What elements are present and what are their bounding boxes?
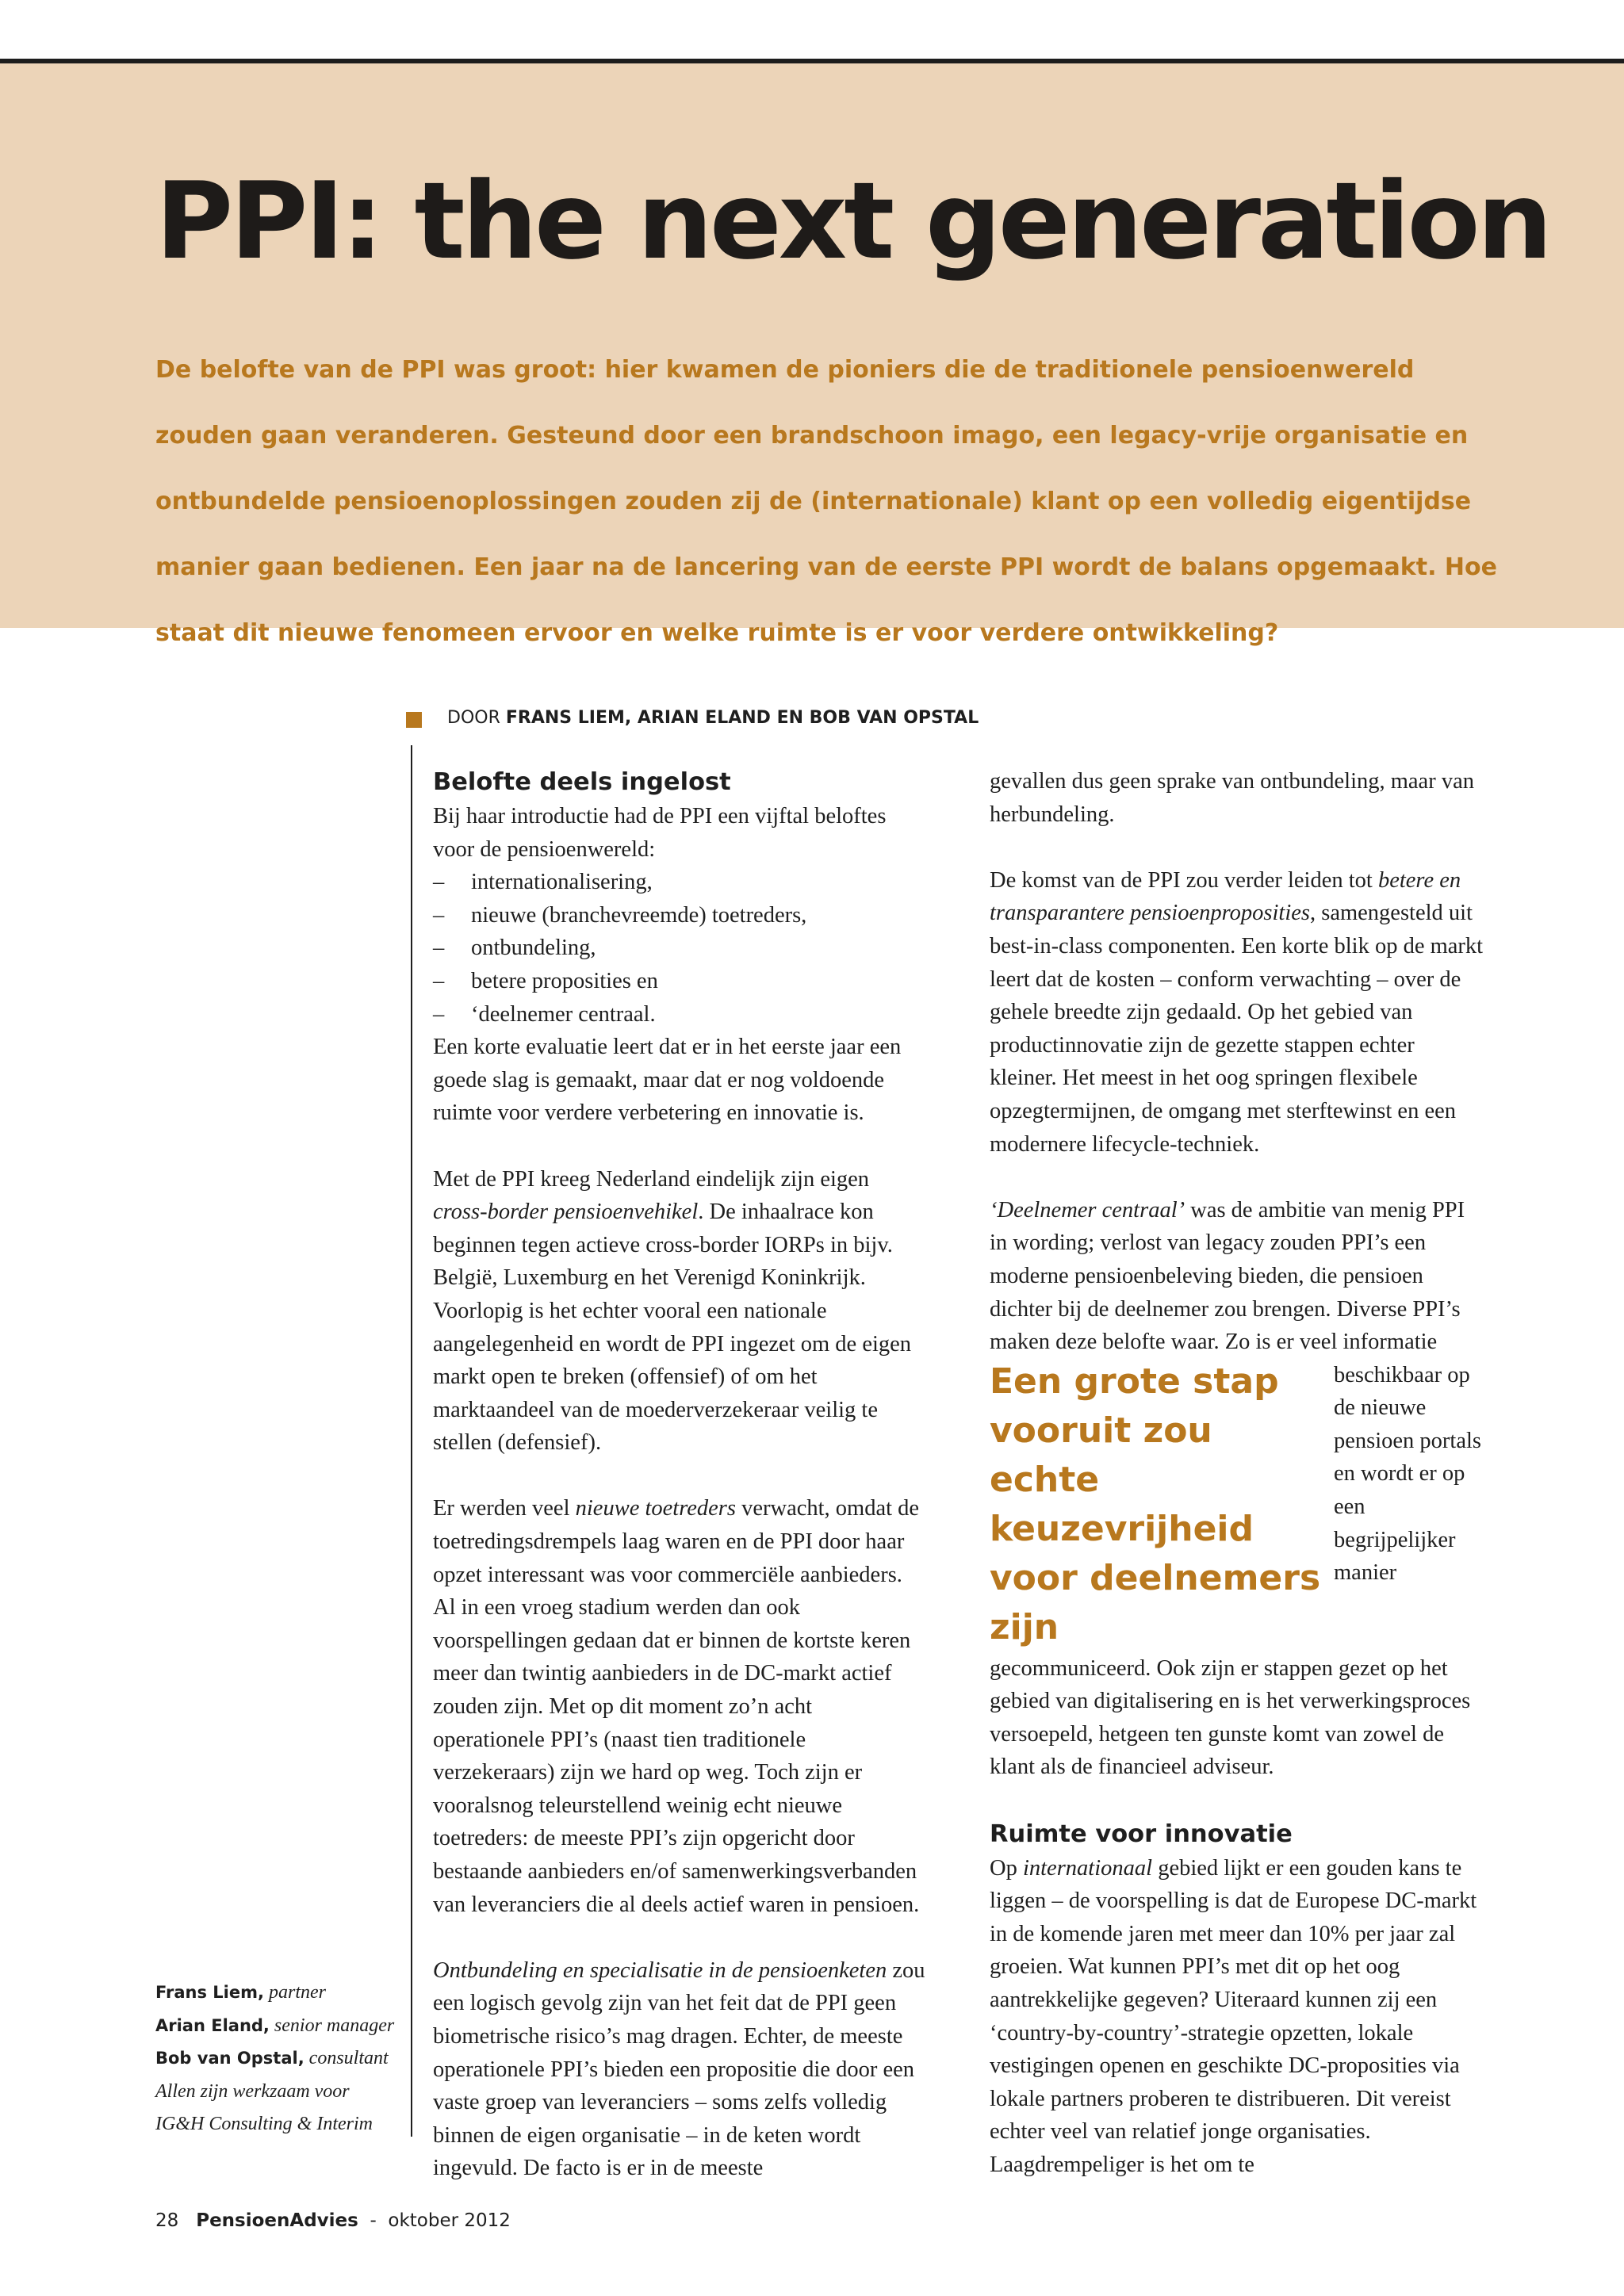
paragraph-introduction: Bij haar introductie had de PPI een vijftal beloftes voor de pensioenwereld: [433, 804, 887, 862]
article-intro: De belofte van de PPI was groot: hier kwamen de pioniers die de traditionele pensioenwereld zouden gaan veranderen. Gesteund door een brandschoon imago, een legacy-vrije organisatie en ontbundelde pensioenoplossingen zouden zij de (internationale) klant op een volledig eigentijdse manier gaan bedienen. Een jaar na de lancering van de eerste PPI wordt de balans opgemaakt. Hoe staat dit nieuwe fenomeen ervoor en welke ruimte is er voor verdere ontwikkeling? [155, 356, 1497, 647]
paragraph-international: Op internationaal gebied lijkt er een gouden kans te liggen – de voorspelling is dat de Europese DC-markt in de komende jaren met meer dan 10% per jaar zal groeien. Wat kunnen PPI’s met dit op het oog aantrekkelijke gegeven? Uiteraard kunnen zij een ‘country-by-country’-strategie opzetten, lokale vestigingen openen en geschikte DC-proposities via lokale partners proberen te distribueren. Dit vereist echter veel van relatief jonge organisaties. Laagdrempeliger is het om te [990, 1855, 1477, 2177]
page-footer [155, 2210, 511, 2231]
list-item: – internationalisering, [433, 866, 929, 899]
column-rule [411, 745, 412, 2137]
paragraph-unbundling: Ontbundeling en specialisatie in de pensioenketen zou een logisch gevolg zijn van het feit dat de PPI geen biometrische risico’s mag dragen. Echter, de meeste operationele PPI’s bieden een propositie die door een vaste groep van leveranciers – soms zelfs volledig binnen de eigen organisatie – in de keten wordt ingevuld. De facto is er in de meeste [433, 1957, 925, 2181]
author-credits [155, 1976, 401, 2141]
paragraph-new-entrants: Er werden veel nieuwe toetreders verwacht, omdat de toetredingsdrempels laag waren en de PPI door haar opzet interessant was voor commerciële aanbieders. Al in een vroeg stadium werden dan ook voorspellingen gedaan dat er binnen de kortste keren meer dan twintig aanbieders in de DC-markt actief zouden zijn. Met op dit moment zo’n acht operationele PPI’s (naast tien traditionele verzekeraars) zijn we hard op weg. Toch zijn er vooralsnog teleurstellend weinig echt nieuwe toetreders: de meeste PPI’s zijn opgericht door bestaande aanbieders en/of samenwerkingsverbanden van leveranciers die al deels actief waren in pensioen. [433, 1496, 920, 1917]
author-line: Arian Eland, senior manager [155, 2015, 395, 2036]
section-heading-belofte: Belofte deels ingelost [433, 768, 731, 796]
byline-prefix: DOOR [447, 708, 500, 728]
author-note: IG&H Consulting & Interim [155, 2114, 373, 2135]
pull-quote: Een grote stap vooruit zou echte keuzevrijheid voor deelnemers zijn [990, 1360, 1321, 1647]
paragraph-rebundling: gevallen dus geen sprake van ontbundeling, maar van herbundeling. [990, 769, 1474, 827]
paragraph-cross-border: Met de PPI kreeg Nederland eindelijk zijn eigen cross-border pensioenvehikel. De inhaalrace kon beginnen tegen actieve cross-border IORPs in bijv. België, Luxemburg en het Verenigd Koninkrijk. Voorlopig is het echter vooral een nationale aangelegenheid en wordt de PPI ingezet om de eigen markt open te breken (offensief) of om het marktaandeel van de moederverzekeraar veilig te stellen (defensief). [433, 1166, 912, 1456]
byline-marker [406, 712, 422, 728]
promises-list [433, 866, 929, 1031]
issue-date: oktober 2012 [388, 2210, 511, 2231]
page-number: 28 [155, 2210, 179, 2231]
byline-authors: FRANS LIEM, ARIAN ELAND EN BOB VAN OPSTAL [505, 708, 979, 728]
right-column [990, 765, 1485, 2182]
paragraph-better-propositions: De komst van de PPI zou verder leiden tot betere en transparantere pensioenproposities, samengesteld uit best-in-class componenten. Een korte blik op de markt leert dat de kosten – conform verwachting – over de gehele breedte zijn gedaald. Op het gebied van productinnovatie zijn de gezette stappen echter kleiner. Het meest in het oog springen flexibele opzegtermijnen, de omgang met sterftewinst en een modernere lifecycle-techniek. [990, 867, 1484, 1157]
section-heading-ruimte: Ruimte voor innovatie [990, 1820, 1293, 1848]
author-line: Bob van Opstal, consultant [155, 2048, 389, 2069]
paragraph-participant-central: ‘Deelnemer centraal’ was de ambitie van menig PPI in wording; verlost van legacy zouden PPI’s een moderne pensioenbeleving bieden, die pensioen dichter bij de deelnemer zou brengen. Diverse PPI’s maken deze belofte waar. Een grote stap vooruit zou echte keuzevrijheid voor deelnemers zijn Zo is er veel informatie beschikbaar op de nieuwe pensioen portals en wordt er op een begrijpelijker manier gecommuniceerd. Ook zijn er stappen gezet op het gebied van digitalisering en is het verwerkingsproces versoepeld, hetgeen ten gunste komt van zowel de klant als de financieel adviseur. [990, 1197, 1482, 1780]
left-column [433, 765, 929, 2185]
list-item: – ontbundeling, [433, 932, 929, 965]
list-item: – ‘deelnemer centraal. [433, 998, 929, 1031]
author-note: Allen zijn werkzaam voor [155, 2080, 350, 2102]
author-line: Frans Liem, partner [155, 1982, 326, 2003]
byline [447, 708, 979, 728]
list-item: – nieuwe (branchevreemde) toetreders, [433, 899, 929, 932]
article-title: PPI: the next generation [155, 159, 1549, 283]
list-item: – betere proposities en [433, 965, 929, 998]
footer-separator: - [370, 2210, 377, 2231]
magazine-name: PensioenAdvies [196, 2210, 358, 2231]
paragraph-evaluation: Een korte evaluatie leert dat er in het eerste jaar een goede slag is gemaakt, maar dat er nog voldoende ruimte voor verdere verbetering en innovatie is. [433, 1035, 902, 1126]
